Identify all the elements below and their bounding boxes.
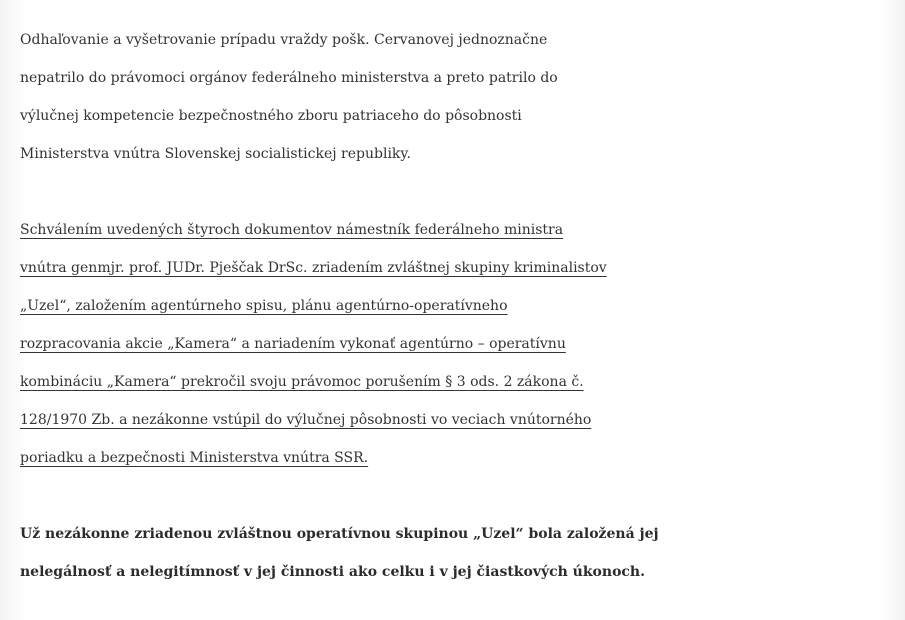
paragraph-intro [20,21,900,173]
underlined-text-line: rozpracovania akcie „Kamera“ a nariadením vykonať agentúrno – operatívnu [20,336,566,352]
underlined-text-line: vnútra genmjr. prof. JUDr. Pješčak DrSc. zriadením zvláštnej skupiny kriminalistov [20,260,607,276]
underlined-text-line: poriadku a bezpečnosti Ministerstva vnútra SSR. [20,450,369,466]
text-line: nepatrilo do právomoci orgánov federálneho ministerstva a preto patrilo do [20,70,558,86]
bold-text-line: Už nezákonne zriadenou zvláštnou operatívnou skupinou „Uzel“ bola založená jej [20,526,659,542]
underlined-text-line: Schválením uvedených štyroch dokumentov námestník federálneho ministra [20,222,564,238]
underlined-text-line: kombináciu „Kamera“ prekročil svoju právomoc porušením § 3 ods. 2 zákona č. [20,374,584,390]
paragraph-underlined [20,211,900,477]
bold-text-line: nelegálnosť a nelegitímnosť v jej činnosti ako celku i v jej čiastkových úkonoch. [20,564,645,580]
underlined-text-line: „Uzel“, založením agentúrneho spisu, plánu agentúrno-operatívneho [20,298,508,314]
article-body [20,21,900,591]
underlined-text-line: 128/1970 Zb. a nezákonne vstúpil do výlučnej pôsobnosti vo veciach vnútorného [20,412,592,428]
text-line: Ministerstva vnútra Slovenskej socialistickej republiky. [20,146,411,162]
text-line: Odhaľovanie a vyšetrovanie prípadu vraždy pošk. Cervanovej jednoznačne [20,32,548,48]
text-line: výlučnej kompetencie bezpečnostného zboru patriaceho do pôsobnosti [20,108,522,124]
paragraph-bold [20,515,900,591]
